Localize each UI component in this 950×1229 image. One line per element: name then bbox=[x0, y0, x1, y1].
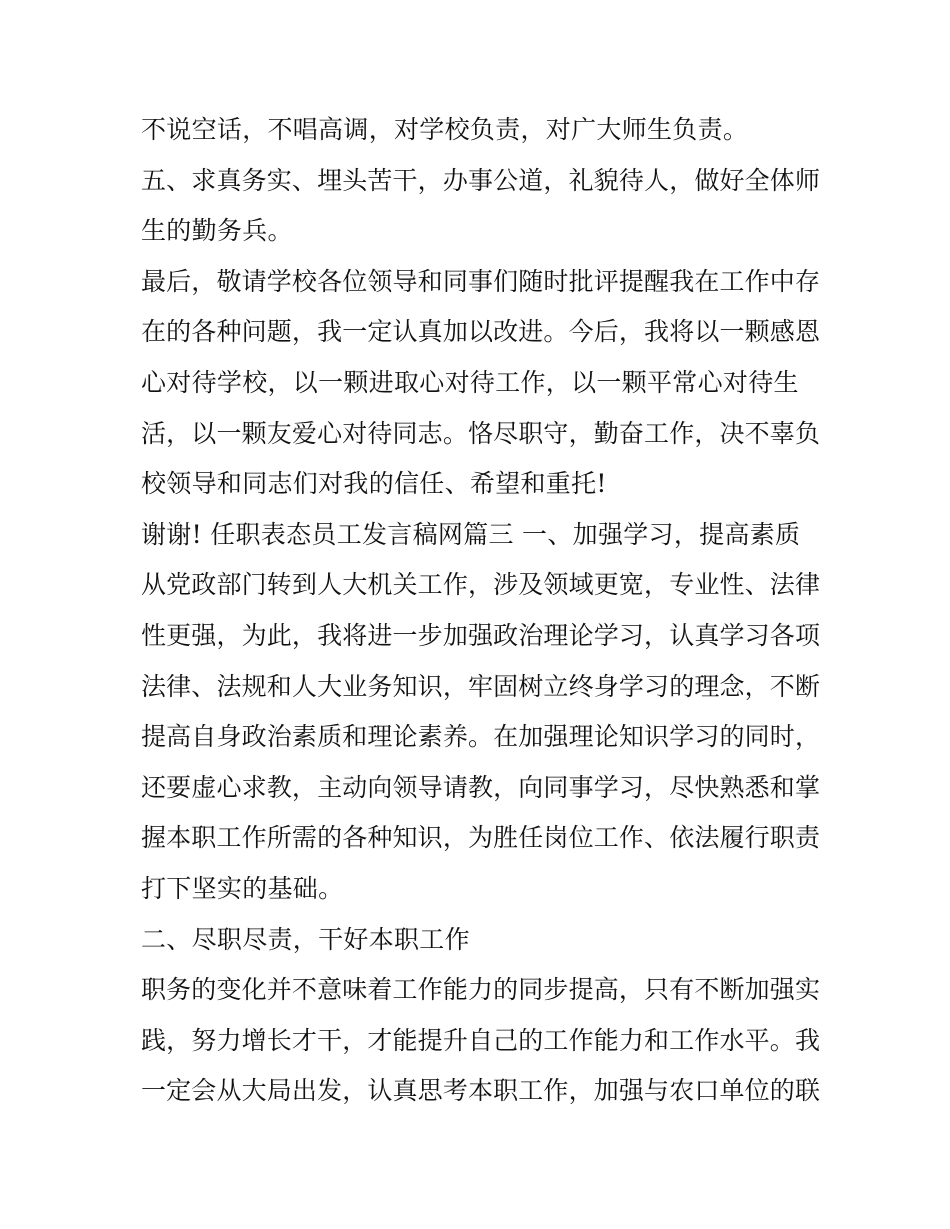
text-line: 法律、法规和人大业务知识，牢固树立终身学习的理念，不断 bbox=[141, 672, 821, 701]
text-line: 不说空话，不唱高调，对学校负责，对广大师生负责。 bbox=[141, 115, 749, 144]
text-line: 最后，敬请学校各位领导和同事们随时批评提醒我在工作中存 bbox=[141, 267, 821, 296]
text-line: 践，努力增长才干，才能提升自己的工作能力和工作水平。我 bbox=[141, 1026, 821, 1055]
text-line: 生的勤务兵。 bbox=[141, 216, 293, 245]
text-line: 性更强，为此，我将进一步加强政治理论学习，认真学习各项 bbox=[141, 621, 821, 650]
text-line: 握本职工作所需的各种知识，为胜任岗位工作、依法履行职责 bbox=[141, 823, 821, 852]
text-line: 提高自身政治素质和理论素养。在加强理论知识学习的同时， bbox=[141, 722, 821, 751]
text-line: 二、尽职尽责，干好本职工作 bbox=[141, 925, 470, 954]
text-line: 谢谢! 任职表态员工发言稿网篇三 一、加强学习，提高素质 bbox=[141, 520, 801, 549]
text-line: 还要虚心求教，主动向领导请教，向同事学习，尽快熟悉和掌 bbox=[141, 773, 821, 802]
text-line: 活，以一颗友爱心对待同志。恪尽职守，勤奋工作，决不辜负 bbox=[141, 419, 821, 448]
text-line: 职务的变化并不意味着工作能力的同步提高，只有不断加强实 bbox=[141, 975, 821, 1004]
text-line: 从党政部门转到人大机关工作，涉及领域更宽，专业性、法律 bbox=[141, 570, 821, 599]
text-line: 一定会从大局出发，认真思考本职工作，加强与农口单位的联 bbox=[141, 1076, 821, 1105]
text-line: 在的各种问题，我一定认真加以改进。今后，我将以一颗感恩 bbox=[141, 317, 821, 346]
text-line: 打下坚实的基础。 bbox=[141, 874, 344, 903]
text-line: 校领导和同志们对我的信任、希望和重托! bbox=[141, 469, 607, 498]
text-line: 心对待学校，以一颗进取心对待工作，以一颗平常心对待生 bbox=[141, 368, 799, 397]
text-line: 五、求真务实、埋头苦干，办事公道，礼貌待人，做好全体师 bbox=[141, 166, 821, 195]
